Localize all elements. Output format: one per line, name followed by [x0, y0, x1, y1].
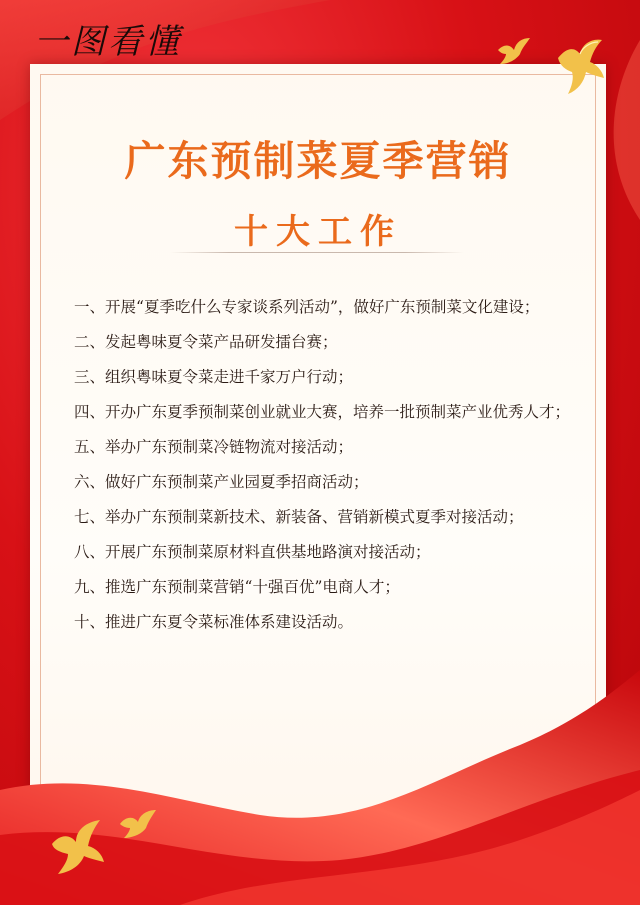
- item-number: 九、: [74, 578, 106, 596]
- item-text: 推进广东夏令菜标准体系建设活动。: [105, 613, 354, 631]
- item-number: 七、: [74, 508, 106, 526]
- item-text: 举办广东预制菜冷链物流对接活动；: [105, 438, 354, 456]
- item-number: 十、: [74, 613, 106, 631]
- item-number: 四、: [74, 403, 106, 421]
- page-title: 广东预制菜夏季营销: [124, 137, 512, 185]
- dove-icon: [552, 38, 608, 96]
- item-text: 开展“夏季吃什么专家谈系列活动”，做好广东预制菜文化建设；: [105, 298, 540, 316]
- item-text: 组织粤味夏令菜走进千家万户行动；: [105, 368, 354, 386]
- item-number: 三、: [74, 368, 106, 386]
- dove-icon: [48, 820, 108, 876]
- item-number: 一、: [74, 298, 106, 316]
- item-text: 开办广东夏季预制菜创业就业大赛，培养一批预制菜产业优秀人才；: [105, 403, 571, 421]
- item-number: 二、: [74, 333, 106, 351]
- item-text: 推选广东预制菜营销“十强百优”电商人才；: [105, 578, 400, 596]
- item-text: 做好广东预制菜产业园夏季招商活动；: [105, 473, 369, 491]
- item-number: 六、: [74, 473, 106, 491]
- item-number: 八、: [74, 543, 106, 561]
- dove-icon: [118, 808, 158, 842]
- corner-title: 一图看懂: [34, 22, 182, 62]
- page-subtitle: 十大工作: [234, 212, 402, 252]
- item-text: 开展广东预制菜原材料直供基地路演对接活动；: [105, 543, 431, 561]
- item-text: 举办广东预制菜新技术、新装备、营销新模式夏季对接活动；: [105, 508, 524, 526]
- item-number: 五、: [74, 438, 106, 456]
- item-text: 发起粤味夏令菜产品研发擂台赛；: [105, 333, 338, 351]
- dove-icon: [496, 36, 532, 68]
